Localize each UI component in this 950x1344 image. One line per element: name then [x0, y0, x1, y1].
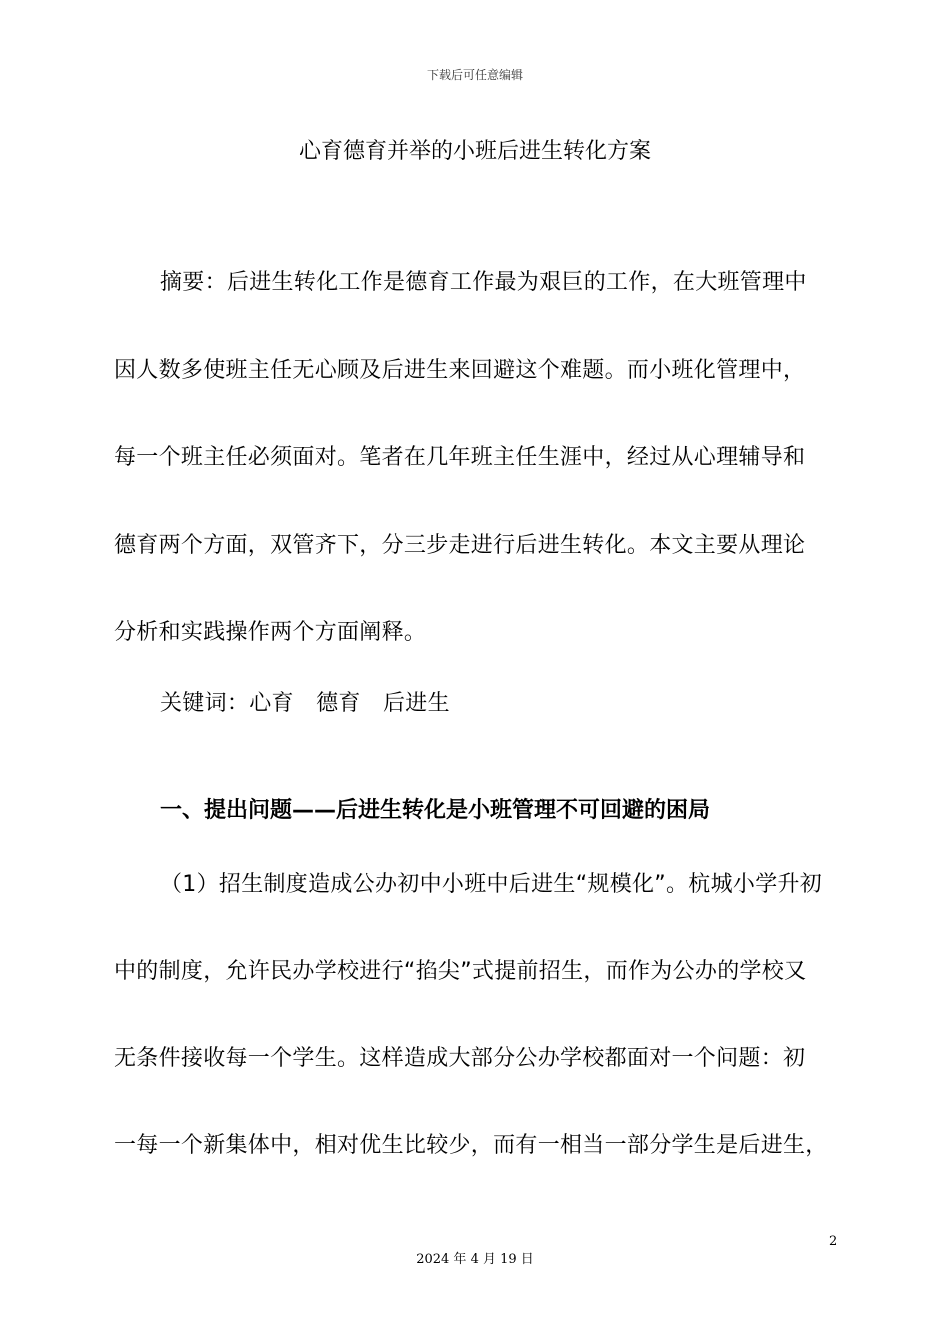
footer-date: 2024 年 4 月 19 日 [416, 1252, 534, 1267]
page-number: 2 [829, 1234, 838, 1249]
header-note: 下载后可任意编辑 [426, 68, 523, 82]
abstract-line: 因人数多使班主任无心顾及后进生来回避这个难题。而小班化管理中， [114, 358, 806, 383]
abstract-line: 每一个班主任必须面对。笔者在几年班主任生涯中，经过从心理辅导和 [114, 445, 806, 470]
keywords-line: 关键词：心育 德育 后进生 [160, 691, 450, 716]
paragraph-line: 中的制度，允许民办学校进行“掐尖”式提前招生，而作为公办的学校又 [114, 959, 807, 984]
paragraph-line: （1）招生制度造成公办初中小班中后进生“规模化”。杭城小学升初 [160, 872, 823, 897]
paragraph-line: 一每一个新集体中，相对优生比较少，而有一相当一部分学生是后进生， [114, 1133, 828, 1158]
paragraph-line: 无条件接收每一个学生。这样造成大部分公办学校都面对一个问题：初 [114, 1046, 806, 1071]
abstract-line: 德育两个方面，双管齐下，分三步走进行后进生转化。本文主要从理论 [114, 533, 806, 558]
abstract-line: 摘要：后进生转化工作是德育工作最为艰巨的工作，在大班管理中 [160, 270, 807, 295]
document-title: 心育德育并举的小班后进生转化方案 [298, 139, 651, 164]
abstract-line: 分析和实践操作两个方面阐释。 [114, 620, 427, 645]
section-heading: 一、提出问题——后进生转化是小班管理不可回避的困局 [160, 798, 711, 823]
